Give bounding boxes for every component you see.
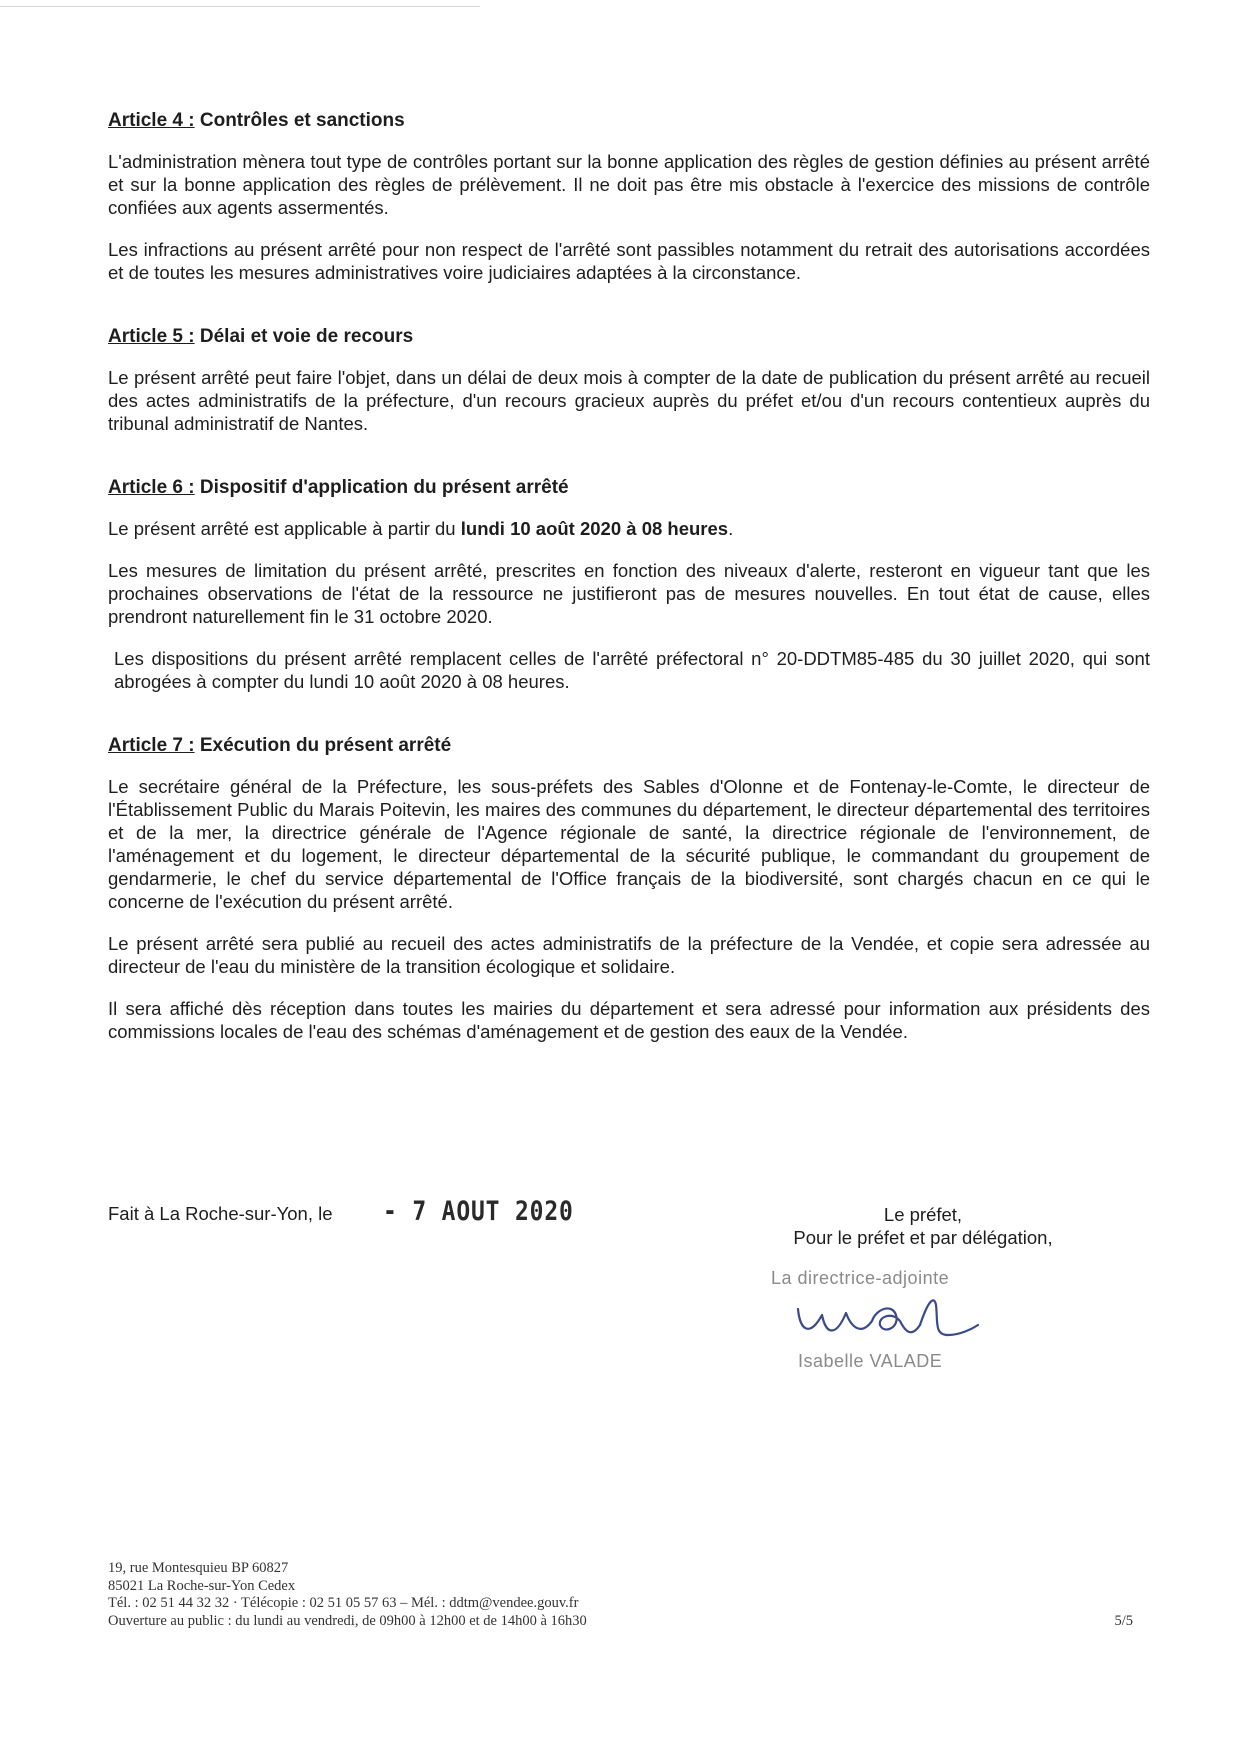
footer-city: 85021 La Roche-sur-Yon Cedex [108,1577,296,1594]
article-7 [108,735,1150,1043]
applicability-end: . [728,518,734,539]
article-4 [108,110,1150,284]
handwritten-signature [788,1291,988,1351]
signer-line-1: Le préfet, [883,1204,963,1225]
footer-hours: Ouverture au public : du lundi au vendredi, de 09h00 à 12h00 et de 14h00 à 16h30 [108,1612,587,1629]
applicability-date: lundi 10 août 2020 à 08 heures [460,518,729,539]
signer-line-2: Pour le préfet et par délégation, [793,1227,1053,1248]
article-7-paragraph: Il sera affiché dès réception dans toutes les mairies du département et sera adressé pour information aux présidents des commissions locales de l'eau des schémas d'aménagement et de gestion des eaux de la Vendée. [108,998,1150,1042]
article-5-label: Article 5 : [108,326,195,347]
article-7-title: Exécution du présent arrêté [199,735,452,756]
article-6-paragraph-applicability [108,517,1150,540]
stamp-name: Isabelle VALADE [798,1351,943,1371]
article-4-label: Article 4 : [108,110,195,131]
stamp-role: La directrice-adjointe [771,1268,950,1288]
article-4-title: Contrôles et sanctions [199,110,405,131]
signer-title [758,1203,1088,1249]
page-number: 5/5 [1114,1612,1133,1629]
article-5-title: Délai et voie de recours [199,326,414,347]
article-5-paragraph: Le présent arrêté peut faire l'objet, dans un délai de deux mois à compter de la date de publication du présent arrêté au recueil des actes administratifs de la préfecture, d'un recours gracieux auprès du préfet et/ou d'un recours contentieux auprès du tribunal administratif de Nantes. [108,367,1150,434]
article-4-paragraph: L'administration mènera tout type de contrôles portant sur la bonne application des règles de gestion définies au présent arrêté et sur la bonne application des règles de prélèvement. Il ne doit pas être mis obstacle à l'exercice des missions de contrôle confiées aux agents assermentés. [108,151,1150,218]
document-body [108,110,1150,1085]
place-line: Fait à La Roche-sur-Yon, le [108,1203,333,1224]
article-4-heading [108,110,1150,132]
applicability-text: Le présent arrêté est applicable à partir du [108,518,461,539]
article-5-heading [108,326,1150,348]
article-6-paragraph-measures: Les mesures de limitation du présent arrêté, prescrites en fonction des niveaux d'alerte, resteront en vigueur tant que les prochaines observations de l'état de la ressource ne justifieront pas de mesures nouvelles. En tout état de cause, elles prendront naturellement fin le 31 octobre 2020. [108,560,1150,627]
article-7-label: Article 7 : [108,735,195,756]
article-6 [108,477,1150,693]
article-7-paragraph: Le présent arrêté sera publié au recueil des actes administratifs de la préfecture de la Vendée, et copie sera adressée au directeur de l'eau du ministère de la transition écologique et solidaire. [108,933,1150,977]
article-6-heading [108,477,1150,499]
scan-top-edge [0,6,480,7]
article-6-label: Article 6 : [108,477,195,498]
signature-block [108,1196,1150,1393]
article-5 [108,326,1150,435]
page-footer [108,1560,1133,1630]
footer-contact: Tél. : 02 51 44 32 32 · Télécopie : 02 51 05 57 63 – Mél. : ddtm@vendee.gouv.fr [108,1595,579,1611]
article-6-paragraph-replacement: Les dispositions du présent arrêté remplacent celles de l'arrêté préfectoral n° 20-DDTM85-485 du 30 juillet 2020, qui sont abrogées à compter du lundi 10 août 2020 à 08 heures. [114,648,1150,692]
footer-address: 19, rue Montesquieu BP 60827 [108,1560,289,1576]
article-4-paragraph: Les infractions au présent arrêté pour non respect de l'arrêté sont passibles notamment du retrait des autorisations accordées et de toutes les mesures administratives voire judiciaires adaptées à la circonstance. [108,239,1150,283]
article-6-title: Dispositif d'application du présent arrêté [199,477,569,498]
article-7-paragraph: Le secrétaire général de la Préfecture, les sous-préfets des Sables d'Olonne et de Fontenay-le-Comte, le directeur de l'Établissement Public du Marais Poitevin, les maires des communes du département, le directeur départemental des territoires et de la mer, la directrice générale de l'Agence régionale de santé, la directrice régionale de l'environnement, de l'aménagement et du logement, le directeur départemental de la sécurité publique, le commandant du groupement de gendarmerie, le chef du service départemental de l'Office français de la biodiversité, sont chargés chacun en ce qui le concerne de l'exécution du présent arrêté. [108,776,1150,912]
date-stamp: - 7 AOUT 2020 [383,1196,574,1227]
article-7-heading [108,735,1150,757]
